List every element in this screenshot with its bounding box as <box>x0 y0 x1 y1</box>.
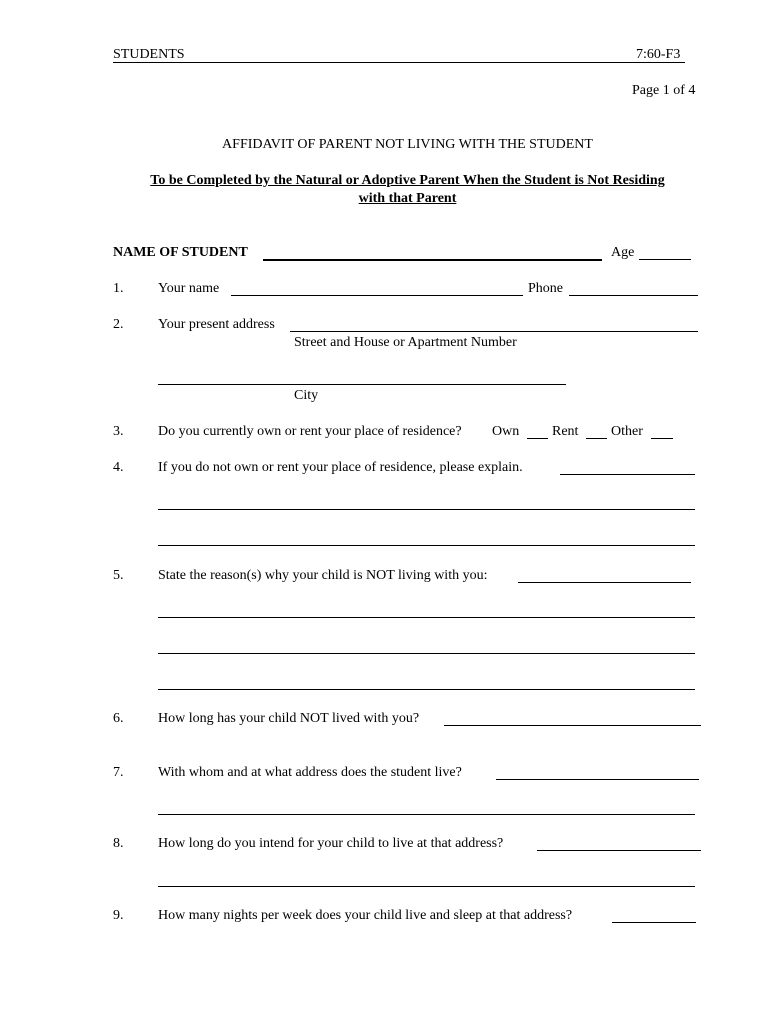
age-field[interactable] <box>639 259 691 260</box>
explain-field[interactable] <box>560 474 695 475</box>
other-field[interactable] <box>651 438 673 439</box>
city-field[interactable] <box>158 384 566 385</box>
item-number: 1. <box>113 281 124 296</box>
phone-label: Phone <box>528 281 563 296</box>
explain-line[interactable] <box>158 509 695 510</box>
item-number: 4. <box>113 460 124 475</box>
student-name-label: NAME OF STUDENT <box>113 245 248 260</box>
form-subtitle-line2: with that Parent <box>358 191 457 206</box>
item-number: 6. <box>113 711 124 726</box>
header-rule <box>113 62 685 63</box>
item-number: 3. <box>113 424 124 439</box>
item-number: 9. <box>113 908 124 923</box>
item-label: How many nights per week does your child live and sleep at that address? <box>158 908 573 923</box>
residence-line[interactable] <box>158 814 695 815</box>
age-label: Age <box>611 245 635 260</box>
item-label: Your name <box>158 281 220 296</box>
rent-label: Rent <box>552 424 579 439</box>
street-caption: Street and House or Apartment Number <box>294 335 517 350</box>
reason-line[interactable] <box>158 617 695 618</box>
own-field[interactable] <box>527 438 548 439</box>
student-name-field[interactable] <box>263 259 602 261</box>
nights-field[interactable] <box>612 922 696 923</box>
item-label: How long do you intend for your child to live at that address? <box>158 836 504 851</box>
street-address-field[interactable] <box>290 331 698 332</box>
item-label: With whom and at what address does the student live? <box>158 765 462 780</box>
reason-line[interactable] <box>158 689 695 690</box>
item-number: 2. <box>113 317 124 332</box>
intend-field[interactable] <box>537 850 701 851</box>
header-left: STUDENTS <box>113 47 185 62</box>
intend-line[interactable] <box>158 886 695 887</box>
residence-field[interactable] <box>496 779 699 780</box>
page-number: Page 1 of 4 <box>632 83 696 98</box>
item-number: 7. <box>113 765 124 780</box>
rent-field[interactable] <box>586 438 607 439</box>
item-label: Your present address <box>158 317 275 332</box>
item-number: 5. <box>113 568 124 583</box>
explain-line[interactable] <box>158 545 695 546</box>
form-title: AFFIDAVIT OF PARENT NOT LIVING WITH THE STUDENT <box>222 137 593 152</box>
item-label: State the reason(s) why your child is NOT living with you: <box>158 568 488 583</box>
item-label: Do you currently own or rent your place of residence? <box>158 424 462 439</box>
your-name-field[interactable] <box>231 295 523 296</box>
item-label: If you do not own or rent your place of residence, please explain. <box>158 460 523 475</box>
other-label: Other <box>611 424 643 439</box>
item-label: How long has your child NOT lived with you? <box>158 711 420 726</box>
reason-field[interactable] <box>518 582 691 583</box>
own-label: Own <box>492 424 520 439</box>
header-right: 7:60-F3 <box>636 47 681 62</box>
city-caption: City <box>294 388 319 403</box>
item-number: 8. <box>113 836 124 851</box>
form-subtitle-line1: To be Completed by the Natural or Adoptive Parent When the Student is Not Residing <box>150 173 665 188</box>
duration-field[interactable] <box>444 725 701 726</box>
reason-line[interactable] <box>158 653 695 654</box>
phone-field[interactable] <box>569 295 698 296</box>
